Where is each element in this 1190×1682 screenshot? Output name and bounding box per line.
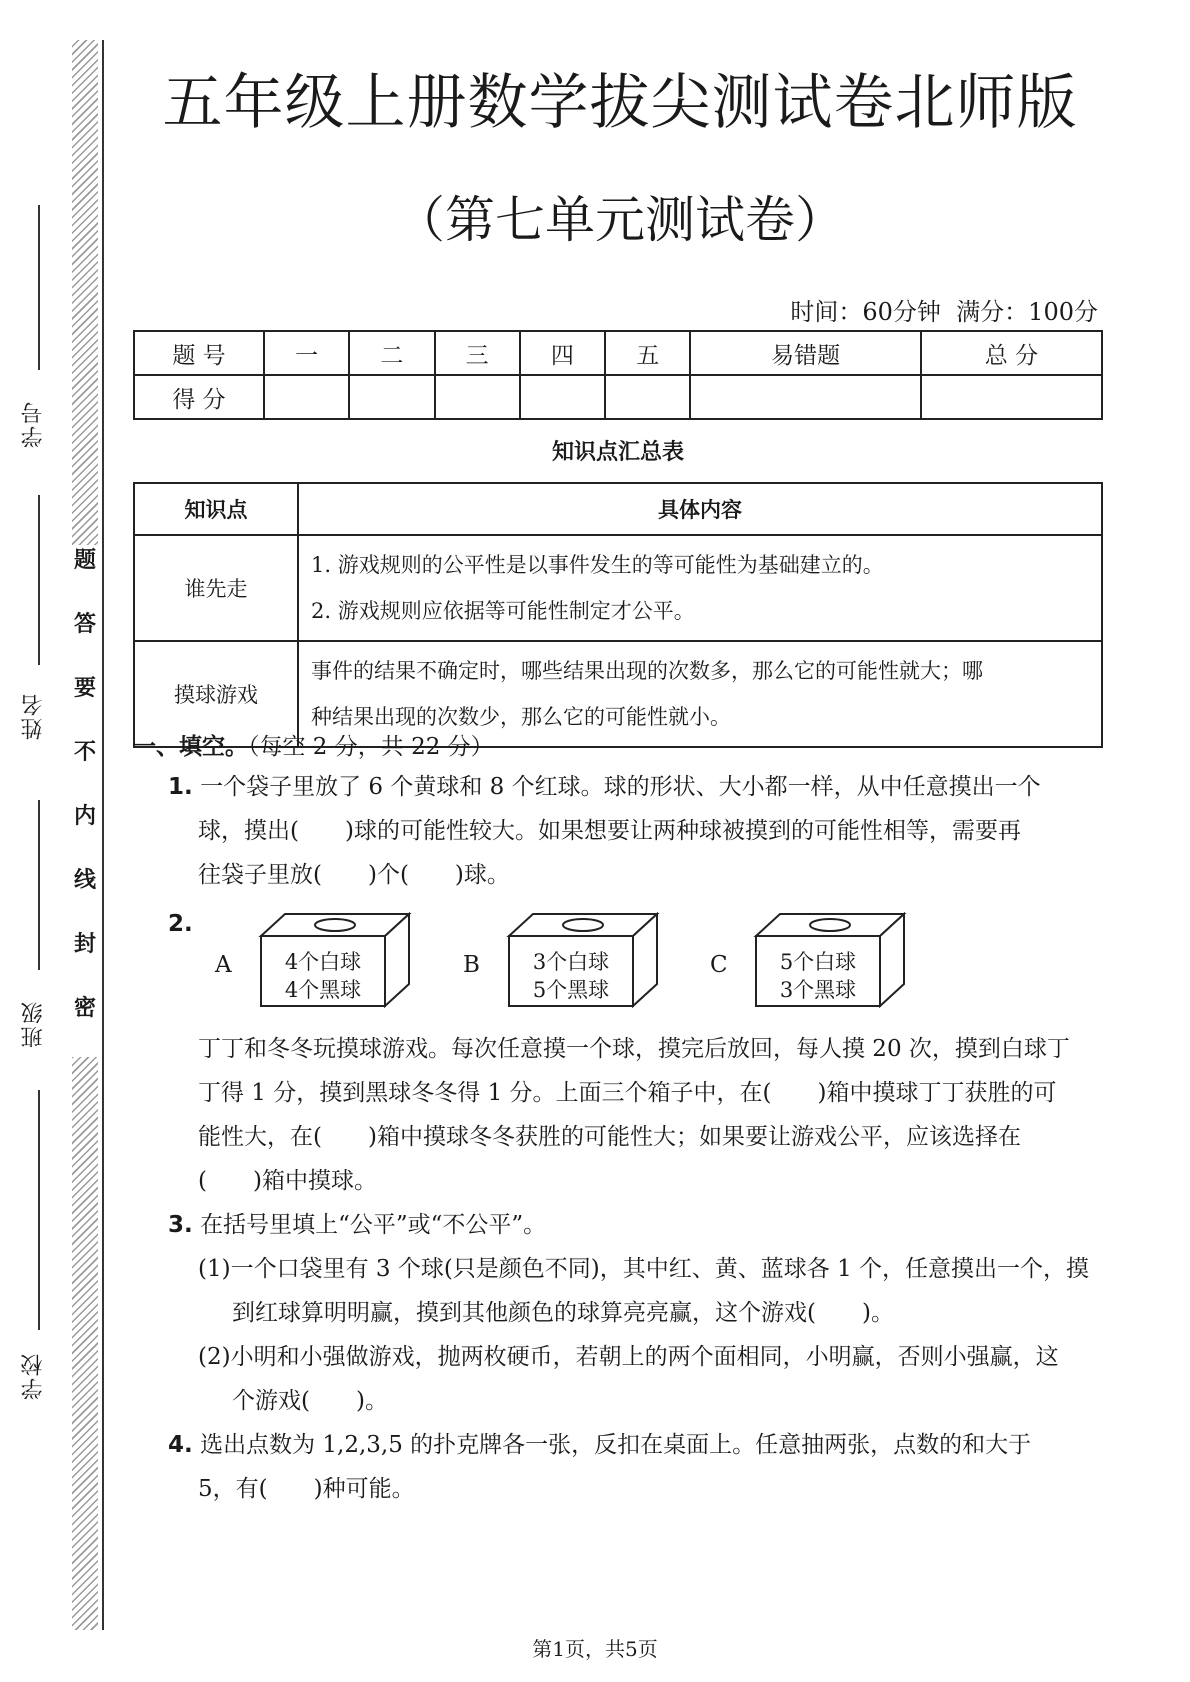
student-id-underline	[38, 205, 40, 370]
box-black-count: 4个黑球	[284, 978, 362, 1002]
section-note: （每空 2 分，共 22 分）	[248, 734, 494, 760]
box-white-count: 5个白球	[779, 950, 857, 974]
seal-warning-text	[70, 545, 100, 1057]
row-label: 得 分	[134, 375, 264, 419]
student-id-label: 学号	[21, 400, 46, 448]
column-header: 具体内容	[298, 483, 1102, 535]
page-subtitle: （第七单元测试卷）	[395, 191, 845, 249]
box-letter: C	[710, 952, 728, 978]
box-letter: A	[215, 952, 232, 978]
seal-char: 内	[70, 801, 100, 865]
content-line: 种结果出现的次数少，那么它的可能性就小。	[311, 705, 731, 729]
class-underline	[38, 800, 40, 970]
score-cell[interactable]	[605, 375, 690, 419]
content-line: 1. 游戏规则的公平性是以事件发生的等可能性为基础建立的。	[311, 553, 884, 577]
class-label: 班级	[21, 1000, 46, 1048]
box-black-count: 3个黑球	[779, 978, 857, 1002]
seal-char: 不	[70, 737, 100, 801]
question-2-line: ( )箱中摸球。	[198, 1168, 377, 1194]
name-underline	[38, 495, 40, 665]
box-white-count: 4个白球	[284, 950, 362, 974]
seal-char: 密	[70, 993, 100, 1057]
question-text: 一个袋子里放了 6 个黄球和 8 个红球。球的形状、大小都一样，从中任意摸出一个	[200, 774, 1041, 800]
knowledge-point-name: 谁先走	[134, 535, 298, 641]
score-cell[interactable]	[690, 375, 921, 419]
column-header: 易错题	[690, 331, 921, 375]
knowledge-summary-caption: 知识点汇总表	[551, 440, 684, 465]
question-4	[168, 1423, 1031, 1467]
ball-box-c	[710, 910, 950, 1010]
section-heading	[133, 728, 494, 761]
question-2-line: 能性大，在( )箱中摸球冬冬获胜的可能性大；如果要让游戏公平，应该选择在	[198, 1124, 1021, 1150]
question-2-number	[168, 902, 193, 946]
box-black-count: 5个黑球	[532, 978, 610, 1002]
seal-char: 封	[70, 929, 100, 993]
question-1-line: 球，摸出( )球的可能性较大。如果想要让两种球被摸到的可能性相等，需要再	[198, 818, 1021, 844]
question-number: 3.	[168, 1212, 193, 1238]
binding-margin-line	[102, 40, 104, 1630]
question-1-line: 往袋子里放( )个( )球。	[198, 862, 510, 888]
question-text: 在括号里填上“公平”或“不公平”。	[200, 1212, 547, 1238]
seal-char: 答	[70, 609, 100, 673]
full-score: 满分：100分	[956, 298, 1098, 326]
question-3-sub2-line: 个游戏( )。	[232, 1388, 388, 1414]
knowledge-table-header	[134, 483, 1102, 535]
row-label: 题 号	[134, 331, 264, 375]
knowledge-point-name: 摸球游戏	[134, 641, 298, 747]
seal-char: 线	[70, 865, 100, 929]
score-cell[interactable]	[921, 375, 1102, 419]
column-header: 总 分	[921, 331, 1102, 375]
table-row	[134, 535, 1102, 641]
ball-box-b	[463, 910, 703, 1010]
question-3-sub2-line: (2)小明和小强做游戏，抛两枚硬币，若朝上的两个面相同，小明赢，否则小强赢，这	[198, 1344, 1059, 1370]
question-2-line: 丁丁和冬冬玩摸球游戏。每次任意摸一个球，摸完后放回，每人摸 20 次，摸到白球丁	[198, 1036, 1070, 1062]
question-3-sub1-line: (1)一个口袋里有 3 个球(只是颜色不同)，其中红、黄、蓝球各 1 个，任意摸出一个，摸	[198, 1256, 1090, 1282]
name-label: 姓名	[21, 692, 46, 740]
content-line: 2. 游戏规则应依据等可能性制定才公平。	[311, 599, 695, 623]
question-text: 选出点数为 1,2,3,5 的扑克牌各一张，反扣在桌面上。任意抽两张，点数的和大于	[200, 1432, 1032, 1458]
page-number: 第1页，共5页	[532, 1637, 658, 1661]
column-header: 知识点	[134, 483, 298, 535]
column-header: 一	[264, 331, 349, 375]
score-cell[interactable]	[264, 375, 349, 419]
page-title: 五年级上册数学拔尖测试卷北师版	[162, 68, 1078, 138]
question-2-line: 丁得 1 分，摸到黑球冬冬得 1 分。上面三个箱子中，在( )箱中摸球丁丁获胜的可	[198, 1080, 1057, 1106]
time-limit: 时间：60分钟	[790, 298, 941, 326]
question-number: 4.	[168, 1432, 193, 1458]
column-header: 五	[605, 331, 690, 375]
section-title: 一、填空。	[133, 734, 248, 760]
seal-char: 题	[70, 545, 100, 609]
question-number: 1.	[168, 774, 193, 800]
question-3	[168, 1203, 546, 1247]
question-4-line: 5，有( )种可能。	[198, 1476, 415, 1502]
box-white-count: 3个白球	[532, 950, 610, 974]
school-underline	[38, 1090, 40, 1330]
seal-char: 要	[70, 673, 100, 737]
score-table-header-row	[134, 331, 1102, 375]
ball-box-a	[215, 910, 455, 1010]
content-line: 事件的结果不确定时，哪些结果出现的次数多，那么它的可能性就大；哪	[311, 659, 983, 683]
school-label: 学校	[21, 1352, 46, 1400]
score-table-score-row	[134, 375, 1102, 419]
question-number: 2.	[168, 911, 193, 937]
exam-meta	[790, 292, 1098, 327]
score-table	[133, 330, 1103, 420]
column-header: 四	[520, 331, 605, 375]
box-letter: B	[463, 952, 480, 978]
score-cell[interactable]	[435, 375, 520, 419]
score-cell[interactable]	[349, 375, 434, 419]
knowledge-summary-table	[133, 482, 1103, 748]
column-header: 三	[435, 331, 520, 375]
score-cell[interactable]	[520, 375, 605, 419]
question-1	[168, 765, 1108, 809]
question-3-sub1-line: 到红球算明明赢，摸到其他颜色的球算亮亮赢，这个游戏( )。	[232, 1300, 894, 1326]
column-header: 二	[349, 331, 434, 375]
knowledge-point-content	[298, 535, 1102, 641]
